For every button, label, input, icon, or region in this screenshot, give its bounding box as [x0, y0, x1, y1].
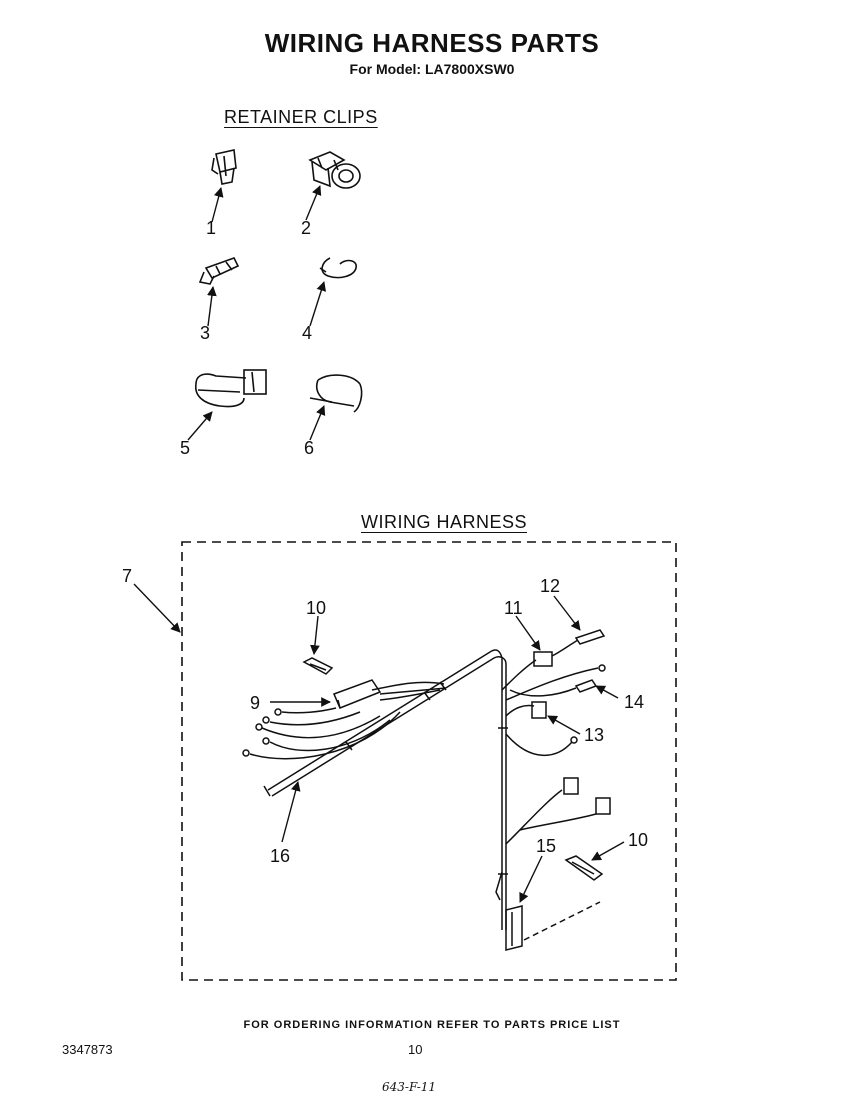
- clip-2-icon: [310, 152, 360, 188]
- callout-3: 3: [200, 323, 211, 343]
- callout-1: 1: [206, 218, 217, 238]
- page-title: WIRING HARNESS PARTS: [264, 28, 600, 58]
- callout-4: 4: [302, 323, 313, 343]
- callout-6: 6: [304, 438, 315, 458]
- clip-6-icon: [310, 375, 362, 412]
- callout-16: 16: [270, 846, 291, 866]
- handwritten-note: 643-F-11: [382, 1080, 437, 1094]
- harness-dashed-box: [182, 542, 676, 980]
- callout-11: 11: [504, 598, 523, 618]
- callout-14: 14: [624, 692, 645, 712]
- callout-12: 12: [540, 576, 561, 596]
- clip-5-icon: [196, 370, 266, 407]
- wiring-harness-heading: WIRING HARNESS: [361, 512, 528, 532]
- wiring-harness-drawing: [243, 630, 610, 950]
- page-number: 10: [408, 1042, 423, 1057]
- callout-10-left: 10: [306, 598, 327, 618]
- callout-9: 9: [250, 693, 261, 713]
- ordering-note: FOR ORDERING INFORMATION REFER TO PARTS PRICE LIST: [243, 1019, 621, 1031]
- clip-3-icon: [200, 258, 238, 284]
- callout-13: 13: [584, 725, 605, 745]
- callout-2: 2: [301, 218, 312, 238]
- document-number: 3347873: [62, 1042, 113, 1057]
- callout-10-right: 10: [628, 830, 649, 850]
- clip-4-icon: [320, 258, 356, 278]
- callout-5: 5: [180, 438, 191, 458]
- model-line: For Model: LA7800XSW0: [349, 61, 515, 77]
- clip-1-icon: [212, 150, 236, 184]
- retainer-clips-heading: RETAINER CLIPS: [224, 107, 378, 127]
- callout-15: 15: [536, 836, 557, 856]
- callout-7: 7: [122, 566, 133, 586]
